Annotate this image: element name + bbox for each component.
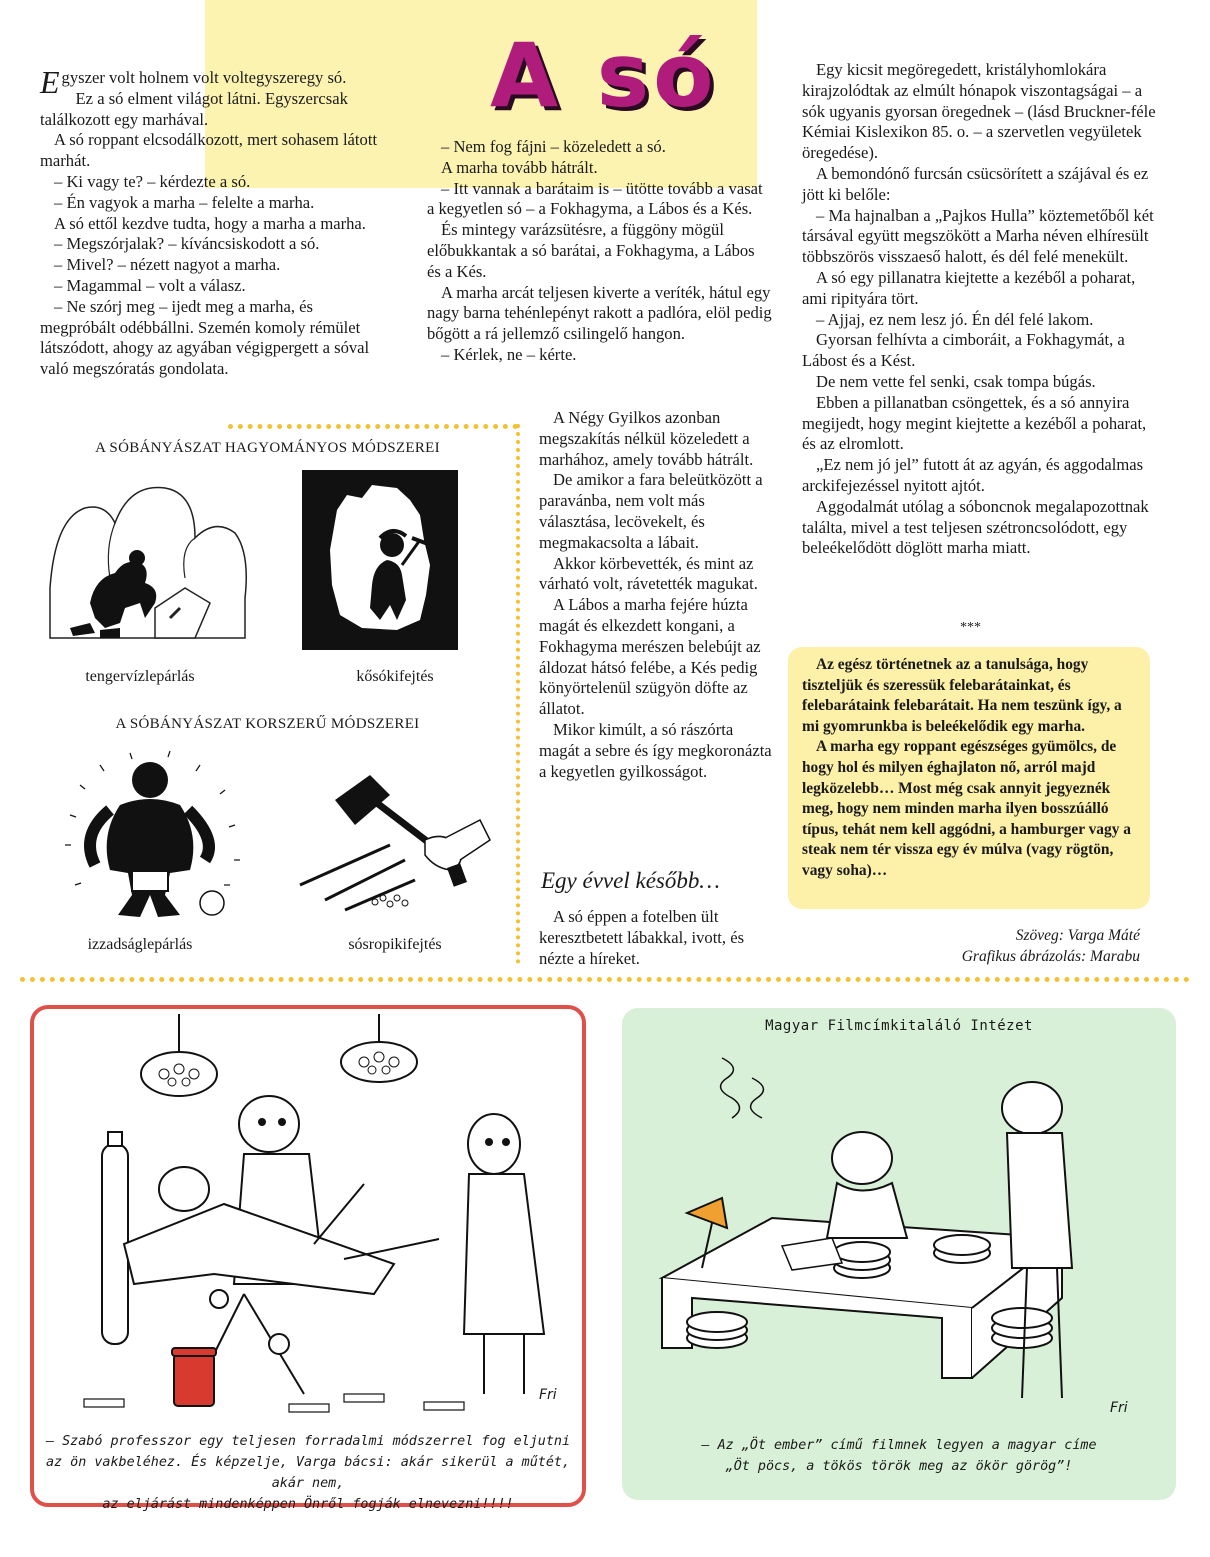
separator-stars: *** [960, 620, 981, 635]
paragraph: Egy kicsit megöregedett, kristályhomlokára kirajzolódtak az elmúlt hónapok viszontagságai – a sók ugyanis gyorsan öregednek – (lásd Bruckner-féle Kémiai Kislexikon 85. o. – a szervetlen vegyületek öregedése). [802, 60, 1156, 163]
caption-line: az eljárást mindenképpen Önről fogják elnevezni!!!! [102, 1497, 514, 1512]
paragraph: A marha tovább hátrált. [441, 157, 598, 177]
subheading: Egy évvel később… [541, 868, 720, 893]
paragraph: – Én vagyok a marha – felelte a marha. [54, 192, 315, 212]
label-rocksalt: kősókifejtés [356, 668, 434, 685]
right-cartoon-signature: Fri [1110, 1400, 1128, 1416]
illustration-frame-right [516, 424, 520, 964]
paragraph: – Magammal – volt a válasz. [54, 275, 246, 295]
paragraph: De amikor a fara beleütközött a paravánba, nem volt más választása, lecövekelt, és megmakacsolta a lábait. [539, 470, 763, 552]
column-2-after [539, 907, 779, 969]
paragraph: – Nem fog fájni – közeledett a só. [441, 137, 666, 156]
paragraph: Ebben a pillanatban csöngettek, és a só annyira megijedt, hogy megint kiejtette a kezéből a poharat, és az elromlott. [802, 392, 1147, 454]
moral-paragraph: A marha egy roppant egészséges gyümölcs, de hogy hol és milyen éghajlaton nő, arról majd legközelebb… Most még csak annyit jegyeznék meg, hogy nem minden marha ilyen bosszúálló típus, tehát nem kell aggódni, a hamburger vagy a steak nem tér vissza egy év múlva (vagy rögtön, vagy soha)… [802, 738, 1131, 879]
column-2-narrow [539, 408, 777, 782]
text-credit: Szöveg: Varga Máté [1015, 927, 1140, 944]
illustration-rocksalt [302, 470, 458, 650]
page-divider [20, 977, 1190, 982]
paragraph: – Mivel? – nézett nagyot a marha. [54, 255, 281, 275]
column-1 [40, 64, 386, 380]
paragraph: – Ki vagy te? – kérdezte a só. [54, 171, 251, 191]
paragraph: Gyorsan felhívta a cimboráit, a Fokhagymát, a Lábost és a Kést. [802, 330, 1125, 371]
drop-cap: E [40, 64, 60, 100]
cartoon-film-panel [622, 1008, 1176, 1500]
paragraph: A Lábos a marha fejére húzta magát és elkezdett kongani, a Fokhagyma merészen belebújt az áldozat hátsó felébe, a Kés pedig könyörtelenül szügyön döfte az állatot. [539, 595, 761, 719]
surgery-drawing [44, 1014, 574, 1414]
paragraph: – Megszórjalak? – kíváncsiskodott a só. [54, 234, 320, 254]
paragraph: A só egy pillanatra kiejtette a kezéből a poharat, ami ripityára tört. [802, 267, 1136, 308]
modern-methods-heading: A SÓBÁNYÁSZAT KORSZERŰ MÓDSZEREI [115, 716, 420, 732]
paragraph: A só roppant elcsodálkozott, mert sohasem látott marhát. [40, 130, 378, 171]
caption-line: az ön vakbeléhez. És képzelje, Varga bácsi: akár sikerül a műtét, akár nem, [45, 1455, 571, 1491]
illustration-sweat [40, 745, 260, 930]
traditional-methods-heading: A SÓBÁNYÁSZAT HAGYOMÁNYOS MÓDSZEREI [95, 440, 440, 456]
paragraph: A só ettől kezdve tudta, hogy a marha a marha. [54, 213, 366, 233]
paragraph: A só éppen a fotelben ült keresztbetett lábakkal, ivott, és nézte a híreket. [539, 907, 745, 968]
paragraph: Mikor kimúlt, a só rászórta magát a sebre és így megkoronázta a kegyetlen gyilkosságot. [539, 719, 772, 781]
left-cartoon-caption [42, 1431, 574, 1515]
right-cartoon-title: Magyar Filmcímkitaláló Intézet [765, 1018, 1033, 1034]
graphics-credit: Grafikus ábrázolás: Marabu [961, 948, 1140, 965]
paragraph: Aggodalmát utólag a sóboncnok megalapozottnak találta, mivel a test teljesen szétroncsolódott, egy beleékelődött döglött marha miatt. [802, 496, 1149, 558]
paragraph: És mintegy varázsütésre, a függöny mögül előbukkantak a só barátai, a Fokhagyma, a Lábos és a Kés. [427, 220, 755, 281]
column-3 [802, 60, 1162, 559]
caption-line: – Az „Öt ember” című filmnek legyen a magyar címe [701, 1438, 1097, 1453]
caption-line: – Szabó professzor egy teljesen forradalmi módszerrel fog eljutni [45, 1434, 571, 1449]
paragraph: Akkor körbevették, és mint az várható volt, rávetették magukat. [539, 553, 758, 594]
paragraph: – Ne szórj meg – ijedt meg a marha, és megpróbált odébbállni. Szemén komoly rémület látszódott, ahogy az agyában végigpergett a sóval való megszóratás gondolata. [40, 296, 370, 379]
moral-box [788, 647, 1150, 909]
opening-paragraph: Egyszer volt holnem volt voltegyszeregy só. [40, 64, 347, 100]
paragraph: – Kérlek, ne – kérte. [441, 344, 577, 364]
article-title: A só [490, 24, 718, 127]
film-office-drawing [632, 1038, 1166, 1418]
label-sweat: izzadságlepárlás [87, 936, 193, 953]
paragraph: Ez a só elment világot látni. Egyszercsak találkozott egy marhával. [40, 88, 348, 129]
paragraph: – Itt vannak a barátaim is – ütötte tovább a vasat a kegyetlen só – a Fokhagyma, a Lábos és a Kés. [427, 178, 763, 219]
label-seawater: tengervízlepárlás [85, 668, 195, 685]
paragraph: De nem vette fel senki, csak tompa búgás. [816, 371, 1096, 391]
paragraph: – Ajjaj, ez nem lesz jó. Én dél felé lakom. [816, 309, 1094, 329]
illustration-frame-top [228, 424, 518, 429]
paragraph: A marha arcát teljesen kiverte a veríték, hátul egy nagy barna tehénlepényt rakott a padlóra, elöl pedig bőgött a rá jellemző csilingelő hangon. [427, 282, 772, 344]
paragraph: A bemondónő furcsán csücsörített a szájával és ez jött ki belőle: [802, 163, 1149, 204]
credits [860, 925, 1140, 967]
right-cartoon-caption [632, 1435, 1166, 1477]
paragraph: A Négy Gyilkos azonban megszakítás nélkül közeledett a marhához, amely tovább hátrált. [539, 408, 754, 469]
column-2-top [427, 137, 772, 366]
illustration-seawater [45, 478, 255, 648]
left-cartoon-signature: Fri [539, 1387, 557, 1403]
paragraph: „Ez nem jó jel” futott át az agyán, és aggodalmas arckifejezéssel nyitott ajtót. [802, 455, 1144, 495]
caption-line: „Öt pöcs, a tökös török meg az ökör görög”! [725, 1459, 1073, 1474]
label-saltpick: sósropikifejtés [348, 936, 442, 953]
moral-paragraph: Az egész történetnek az a tanulsága, hogy tiszteljük és szeressük felebarátainkat, és felebarátaink felebarátait. Ha nem teszünk így, a mi gyomrunkba is beleékelődik egy marha. [802, 656, 1122, 735]
cartoon-surgery-panel [30, 1005, 586, 1512]
paragraph: – Ma hajnalban a „Pajkos Hulla” köztemetőből két társával együtt megszökött a Marha néven elhíresült többszörös visszaeső halott, és dél felé menekült. [802, 205, 1154, 267]
illustration-hammer [295, 770, 495, 930]
